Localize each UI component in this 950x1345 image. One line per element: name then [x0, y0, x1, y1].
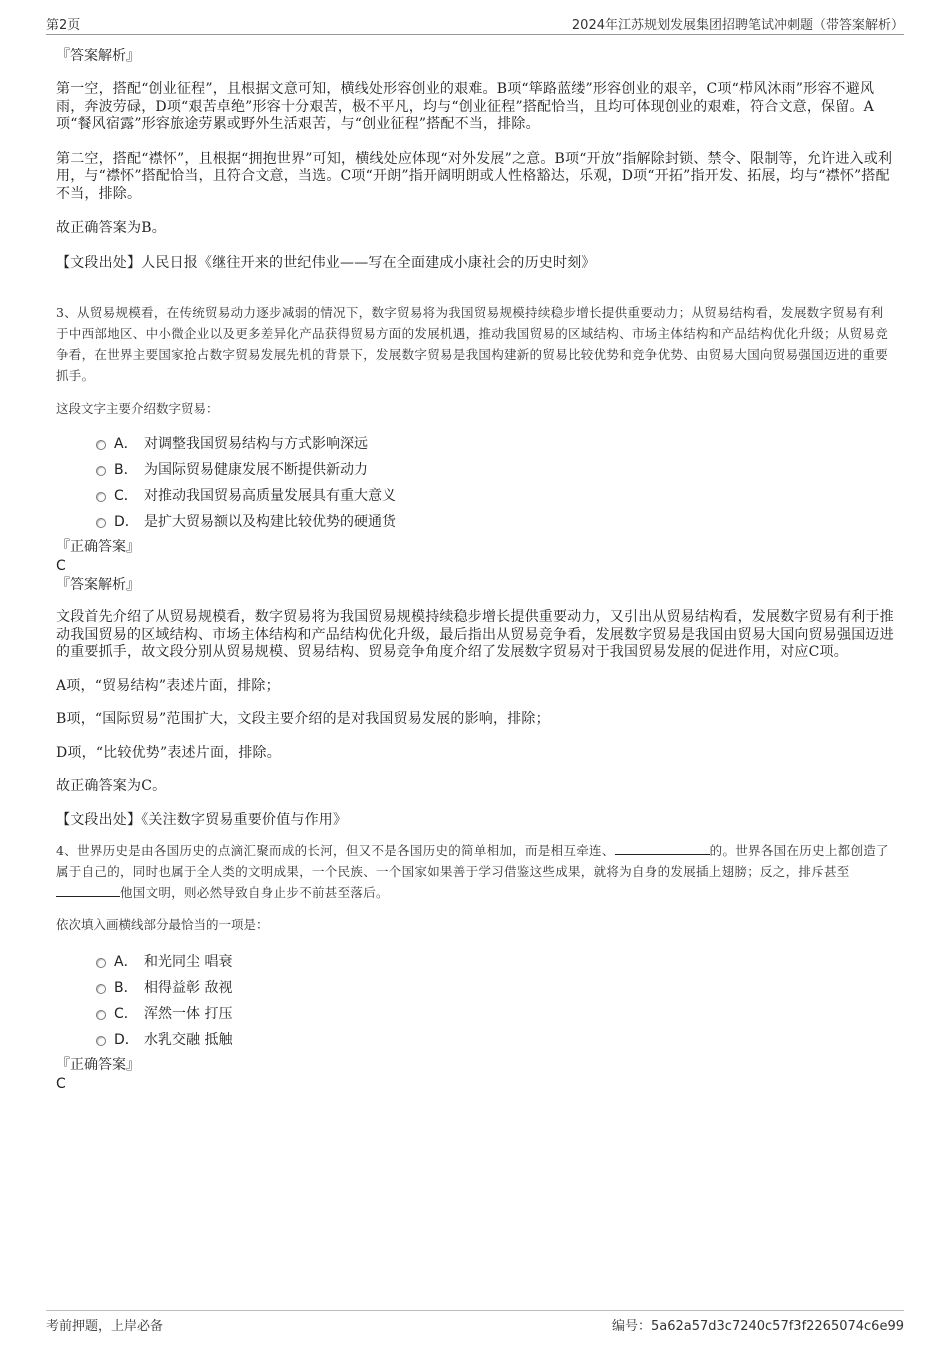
- q3-answer-label: 『正确答案』: [56, 539, 140, 555]
- q3-option-b[interactable]: B． 为国际贸易健康发展不断提供新动力: [56, 457, 896, 483]
- document-title: 2024年江苏规划发展集团招聘笔试冲刺题（带答案解析）: [571, 18, 904, 33]
- q3-analysis-label: 『答案解析』: [56, 577, 140, 593]
- q3-analysis: 文段首先介绍了从贸易规模看，数字贸易将为我国贸易规模持续稳步增长提供重要动力，又引出从贸易结构看，发展数字贸易有利于推动我国贸易的区域结构、市场主体结构和产品结构优化升级，最后指出从贸易竞争看，发展数字贸易是我国由贸易大国向贸易强国迈进的重要抓手，故文段分别从贸易规模、贸易结构、贸易竞争角度介绍了发展数字贸易对于我国贸易发展的促进作用，对应C项。: [56, 609, 894, 660]
- q3-note-a: A项，“贸易结构”表述片面，排除；: [56, 677, 280, 694]
- q4-option-b[interactable]: B． 相得益彰 敌视: [56, 975, 896, 1001]
- q4-option-a[interactable]: A． 和光同尘 唱衰: [56, 949, 896, 975]
- footer-slogan: 考前押题，上岸必备: [46, 1319, 164, 1334]
- blank-2: [56, 884, 120, 897]
- radio-icon[interactable]: [96, 1010, 106, 1020]
- q3-answer: C: [56, 558, 66, 574]
- document-id: 编号：5a62a57d3c7240c57f3f2265074c6e99: [611, 1319, 904, 1334]
- radio-icon[interactable]: [96, 984, 106, 994]
- radio-icon[interactable]: [96, 492, 106, 502]
- q3-note-b: B项，“国际贸易”范围扩大，文段主要介绍的是对我国贸易发展的影响，排除；: [56, 711, 550, 727]
- q2-analysis-para-1: 第一空，搭配“创业征程”，且根据文意可知，横线处形容创业的艰难。B项“筚路蓝缕”形容创业的艰辛，C项“栉风沐雨”形容不避风雨，奔波劳碌，D项“艰苦卓绝”形容十分艰苦，极不平凡，均与“创业征程”搭配恰当，且均可体现创业的艰难，符合文意，保留。A项“餐风宿露”形容旅途劳累或野外生活艰苦，与“创业征程”搭配不当，排除。: [56, 81, 875, 132]
- q2-analysis-label: 『答案解析』: [56, 48, 140, 64]
- q2-source: 【文段出处】人民日报《继往开来的世纪伟业——写在全面建成小康社会的历史时刻》: [56, 254, 596, 271]
- q3-stem: 3、从贸易规模看，在传统贸易动力逐步减弱的情况下，数字贸易将为我国贸易规模持续稳步增长提供重要动力；从贸易结构看，发展数字贸易有利于中西部地区、中小微企业以及更多差异化产品获得贸易方面的发展机遇，推动我国贸易的区域结构、市场主体结构和产品结构优化升级；从贸易竞争看，在世界主要国家抢占数字贸易发展先机的背景下，发展数字贸易是我国构建新的贸易比较优势和竞争优势、由贸易大国向贸易强国迈进的重要抓手。: [56, 305, 889, 383]
- page-content: [56, 44, 896, 1093]
- q2-analysis-para-2: 第二空，搭配“襟怀”，且根据“拥抱世界”可知，横线处应体现“对外发展”之意。B项“开放”指解除封锁、禁令、限制等，允许进入或利用，与“襟怀”搭配恰当，且符合文意，当选。C项“开朗”指开阔明朗或人性格豁达，乐观，D项“开拓”指开发、拓展，均与“襟怀”搭配不当，排除。: [56, 150, 893, 202]
- radio-icon[interactable]: [96, 518, 106, 528]
- q3-source: 【文段出处】《关注数字贸易重要价值与作用》: [56, 811, 348, 828]
- radio-icon[interactable]: [96, 466, 106, 476]
- q4-option-c[interactable]: C． 浑然一体 打压: [56, 1001, 896, 1027]
- q2-conclusion: 故正确答案为B。: [56, 220, 166, 236]
- page-footer: [46, 1310, 904, 1339]
- q4-answer-label: 『正确答案』: [56, 1057, 140, 1073]
- page-number: 第2页: [46, 18, 81, 33]
- q3-note-d: D项，“比较优势”表述片面，排除。: [56, 744, 281, 761]
- q3-prompt: 这段文字主要介绍数字贸易：: [56, 401, 219, 416]
- q4-answer: C: [56, 1076, 66, 1092]
- q4-options: [56, 949, 896, 1053]
- q3-option-d[interactable]: D． 是扩大贸易额以及构建比较优势的硬通货: [56, 509, 896, 535]
- q4-stem: 4、世界历史是由各国历史的点滴汇聚而成的长河，但又不是各国历史的简单相加，而是相互牵连、 的。世界各国在历史上都创造了属于自己的，同时也属于全人类的文明成果，一个民族、一个国家如果善于学习借鉴这些成果，就将为自身的发展插上翅膀；反之，排斥甚至他国文明，则必然导致自身止步不前甚至落后。: [56, 843, 889, 900]
- q3-option-c[interactable]: C． 对推动我国贸易高质量发展具有重大意义: [56, 483, 896, 509]
- q4-prompt: 依次填入画横线部分最恰当的一项是：: [56, 917, 269, 932]
- radio-icon[interactable]: [96, 958, 106, 968]
- q3-conclusion: 故正确答案为C。: [56, 778, 167, 794]
- q3-option-a[interactable]: A． 对调整我国贸易结构与方式影响深远: [56, 431, 896, 457]
- radio-icon[interactable]: [96, 1036, 106, 1046]
- blank-1: [615, 842, 710, 855]
- q3-options: [56, 431, 896, 535]
- q4-option-d[interactable]: D． 水乳交融 抵触: [56, 1027, 896, 1053]
- radio-icon[interactable]: [96, 440, 106, 450]
- page-header: [46, 12, 904, 35]
